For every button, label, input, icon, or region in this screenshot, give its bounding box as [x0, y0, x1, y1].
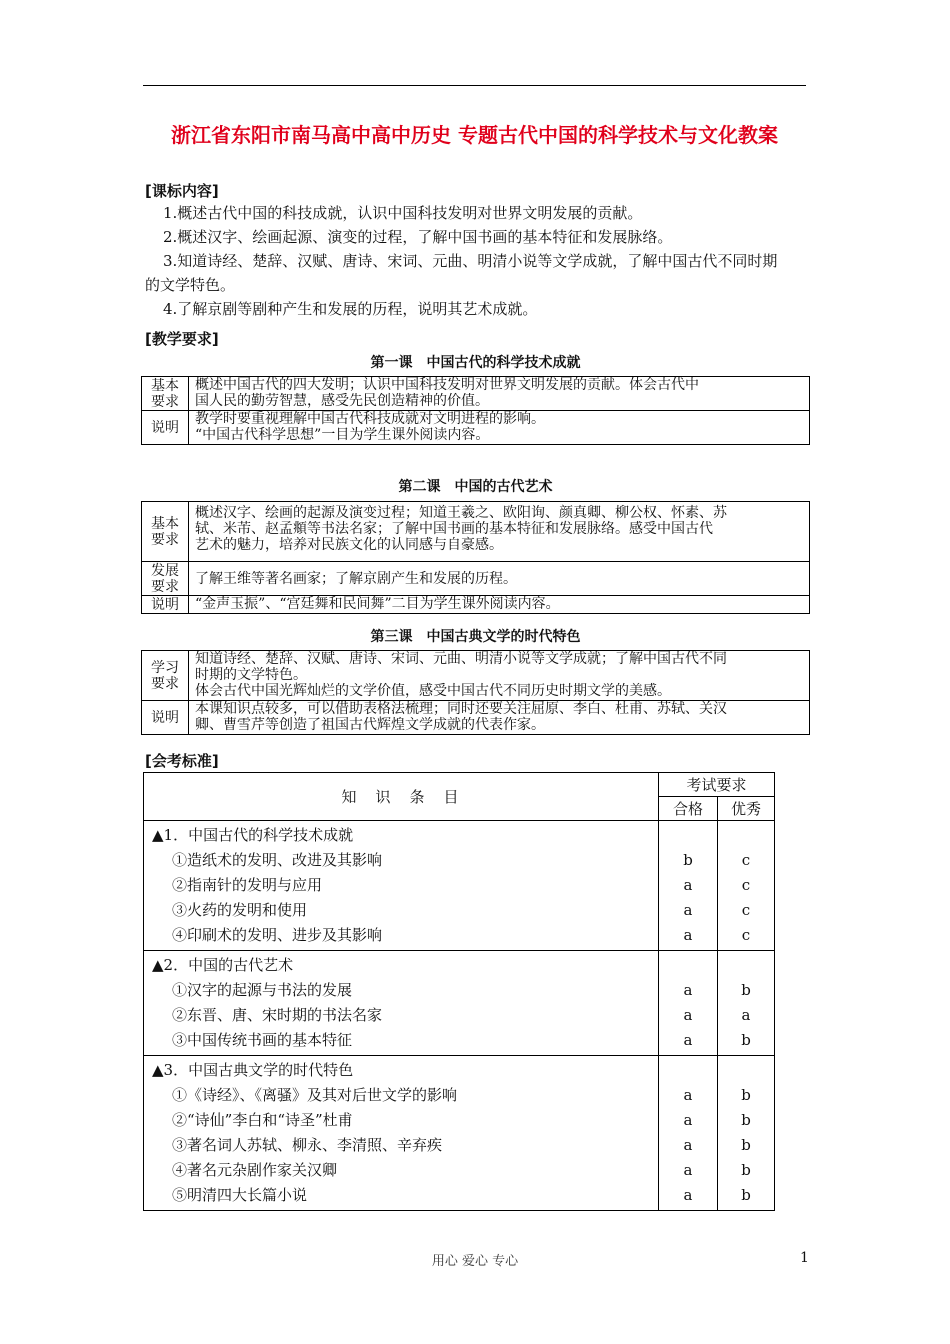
pass-grade: a — [683, 1086, 693, 1104]
row-label: 基本 — [151, 515, 179, 532]
knowledge-item: ②指南针的发明与应用 — [172, 876, 323, 894]
excellent-grade: a — [741, 1006, 751, 1024]
lesson2-title: 第二课 中国的古代艺术 — [398, 479, 553, 495]
pass-grade: a — [683, 926, 693, 944]
group-title: ▲1．中国古代的科学技术成就 — [152, 826, 354, 844]
row-text: 轼、米芾、赵孟頫等书法名家；了解中国书画的基本特征和发展脉络。感受中国古代 — [195, 521, 713, 537]
group-title: ▲3．中国古典文学的时代特色 — [152, 1061, 354, 1079]
table-row — [142, 651, 810, 701]
lesson3-title: 第三课 中国古典文学的时代特色 — [370, 629, 581, 645]
table-row — [142, 377, 810, 411]
page-title: 浙江省东阳市南马高中高中历史 专题古代中国的科学技术与文化教案 — [171, 123, 778, 147]
pass-grade: b — [683, 851, 693, 869]
knowledge-item: ④著名元杂剧作家关汉卿 — [172, 1161, 338, 1179]
row-text: 概述中国古代的四大发明；认识中国科技发明对世界文明发展的贡献。体会古代中 — [195, 377, 699, 393]
row-label: 说明 — [151, 709, 179, 726]
row-text: 知道诗经、楚辞、汉赋、唐诗、宋词、元曲、明清小说等文学成就；了解中国古代不同 — [195, 651, 727, 667]
lesson2-table — [141, 501, 810, 614]
curriculum-list — [145, 201, 810, 321]
excellent-grade: b — [741, 1136, 751, 1154]
curriculum-item: 2.概述汉字、绘画起源、演变的过程，了解中国书画的基本特征和发展脉络。 — [163, 228, 673, 246]
row-text: 教学时要重视理解中国古代科技成就对文明进程的影响。 — [195, 411, 545, 427]
row-text: 本课知识点较多，可以借助表格法梳理；同时还要关注屈原、李白、杜甫、苏轼、关汉 — [195, 701, 727, 717]
row-text: 艺术的魅力，培养对民族文化的认同感与自豪感。 — [195, 537, 503, 553]
knowledge-item: ①汉字的起源与书法的发展 — [172, 981, 353, 999]
excellent-grade: c — [741, 901, 751, 919]
header-rule — [143, 85, 806, 86]
excellent-grade: c — [741, 876, 751, 894]
table-row — [144, 821, 775, 951]
knowledge-item: ③中国传统书画的基本特征 — [172, 1031, 353, 1049]
excellent-header: 优秀 — [718, 797, 775, 821]
pass-grade: a — [683, 901, 693, 919]
teaching-heading: [教学要求] — [145, 330, 219, 348]
table-header-row — [144, 773, 775, 797]
pass-grade: a — [683, 1111, 693, 1129]
table-row — [142, 411, 810, 445]
pass-grade: a — [683, 1136, 693, 1154]
row-text: 国人民的勤劳智慧，感受先民创造精神的价值。 — [195, 393, 489, 409]
table-row — [144, 951, 775, 1056]
knowledge-item: ②东晋、唐、宋时期的书法名家 — [172, 1006, 383, 1024]
pass-grade: a — [683, 876, 693, 894]
exam-heading: [会考标准] — [145, 752, 219, 770]
row-label: 要求 — [151, 531, 179, 548]
row-text: 时期的文学特色。 — [195, 667, 307, 683]
curriculum-heading: [课标内容] — [145, 182, 219, 200]
row-label: 要求 — [151, 675, 179, 692]
table-row — [142, 596, 810, 614]
curriculum-item: 4.了解京剧等剧种产生和发展的历程，说明其艺术成就。 — [163, 300, 538, 318]
pass-header: 合格 — [659, 797, 718, 821]
knowledge-item: ①《诗经》、《离骚》及其对后世文学的影响 — [172, 1086, 458, 1104]
table-row — [142, 562, 810, 596]
row-text: 概述汉字、绘画的起源及演变过程；知道王羲之、欧阳询、颜真卿、柳公权、怀素、苏 — [195, 505, 727, 521]
row-text: “金声玉振”、“宫廷舞和民间舞”二目为学生课外阅读内容。 — [195, 596, 560, 612]
knowledge-item: ③著名词人苏轼、柳永、李清照、辛弃疾 — [172, 1136, 443, 1154]
footer-text: 用心 爱心 专心 — [431, 1254, 519, 1269]
row-label: 要求 — [151, 393, 179, 410]
curriculum-item: 1.概述古代中国的科技成就，认识中国科技发明对世界文明发展的贡献。 — [163, 204, 643, 222]
knowledge-item: ④印刷术的发明、进步及其影响 — [172, 926, 383, 944]
lesson1-title: 第一课 中国古代的科学技术成就 — [370, 355, 581, 371]
row-label: 说明 — [151, 419, 179, 436]
curriculum-item: 3.知道诗经、楚辞、汉赋、唐诗、宋词、元曲、明清小说等文学成就，了解中国古代不同时期 — [163, 252, 778, 270]
lesson1-table — [141, 376, 810, 445]
pass-grade: a — [683, 1031, 693, 1049]
row-label: 发展 — [151, 562, 179, 579]
table-row — [144, 1056, 775, 1211]
knowledge-item: ②“诗仙”李白和“诗圣”杜甫 — [172, 1111, 353, 1129]
row-label: 基本 — [151, 377, 179, 394]
row-label: 学习 — [151, 659, 179, 676]
table-row — [142, 701, 810, 735]
exam-table — [143, 772, 775, 1211]
excellent-grade: c — [741, 851, 751, 869]
excellent-grade: b — [741, 981, 751, 999]
row-label: 说明 — [151, 596, 179, 613]
curriculum-item: 的文学特色。 — [145, 276, 236, 294]
pass-grade: a — [683, 1006, 693, 1024]
excellent-grade: b — [741, 1111, 751, 1129]
excellent-grade: c — [741, 926, 751, 944]
excellent-grade: b — [741, 1186, 751, 1204]
lesson3-table — [141, 650, 810, 735]
row-text: 体会古代中国光辉灿烂的文学价值，感受中国古代不同历史时期文学的美感。 — [195, 683, 671, 699]
excellent-grade: b — [741, 1031, 751, 1049]
row-text: “中国古代科学思想”一目为学生课外阅读内容。 — [195, 427, 490, 443]
excellent-grade: b — [741, 1161, 751, 1179]
requirement-header: 考试要求 — [659, 773, 775, 797]
page-number: 1 — [800, 1250, 809, 1266]
knowledge-item: ⑤明清四大长篇小说 — [172, 1186, 308, 1204]
pass-grade: a — [683, 1186, 693, 1204]
row-text: 卿、曹雪芹等创造了祖国古代辉煌文学成就的代表作家。 — [195, 717, 545, 733]
knowledge-header: 知 识 条 目 — [144, 773, 659, 821]
table-row — [142, 502, 810, 562]
row-text: 了解王维等著名画家；了解京剧产生和发展的历程。 — [195, 570, 517, 587]
knowledge-item: ①造纸术的发明、改进及其影响 — [172, 851, 383, 869]
pass-grade: a — [683, 1161, 693, 1179]
knowledge-item: ③火药的发明和使用 — [172, 901, 308, 919]
group-title: ▲2．中国的古代艺术 — [152, 956, 294, 974]
pass-grade: a — [683, 981, 693, 999]
excellent-grade: b — [741, 1086, 751, 1104]
row-label: 要求 — [151, 578, 179, 595]
